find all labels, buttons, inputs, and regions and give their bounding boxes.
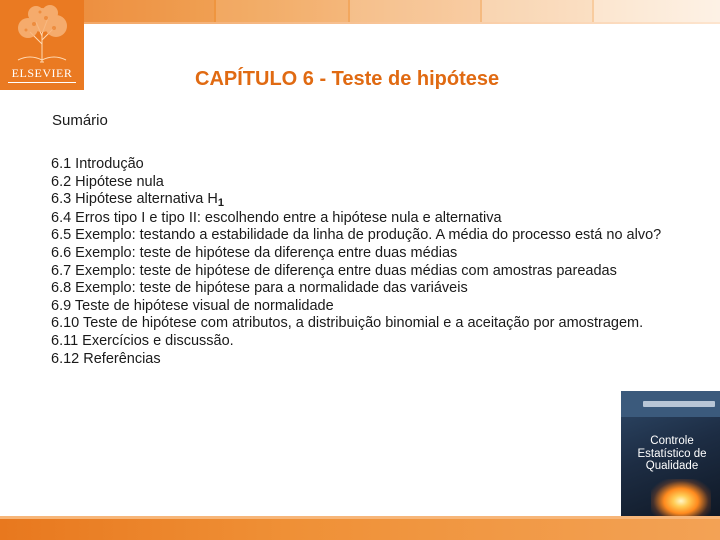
book-cover — [621, 391, 720, 525]
toc-item: 6.1 Introdução — [51, 156, 144, 172]
elsevier-logo — [0, 0, 84, 90]
tree-icon — [10, 4, 74, 64]
page-title: CAPÍTULO 6 - Teste de hipótese — [195, 68, 500, 90]
summary-label: Sumário — [52, 112, 108, 129]
cover-title-line: Estatístico de — [637, 447, 707, 460]
cover-title-line: Controle — [650, 435, 694, 447]
toc-item: 6.8 Exemplo: teste de hipótese para a normalidade das variáveis — [51, 280, 468, 297]
toc-subscript: 1 — [217, 197, 224, 210]
cover-title — [627, 435, 717, 473]
top-decorative-band — [0, 0, 720, 22]
cover-author-bar — [643, 401, 715, 407]
toc-item: 6.11 Exercícios e discussão. — [51, 332, 234, 349]
toc-item-text: 6.3 Hipótese alternativa H — [51, 191, 218, 208]
cover-title-line: Qualidade — [645, 460, 699, 472]
toc-item: 6.10 Teste de hipótese com atributos, a distribuição binomial e a aceitação por amostragem. — [51, 315, 644, 332]
top-rule — [84, 22, 720, 24]
toc-item: 6.7 Exemplo: teste de hipótese de diferença entre duas médias com amostras pareadas — [51, 262, 617, 279]
logo-underline — [8, 82, 76, 83]
toc-item: 6.12 Referências — [51, 350, 161, 367]
toc-item: 6.6 Exemplo: teste de hipótese da diferença entre duas médias — [51, 244, 458, 261]
bottom-decorative-band — [0, 516, 720, 540]
toc-item: 6.2 Hipótese nula — [51, 173, 164, 190]
logo-wordmark: ELSEVIER — [11, 66, 73, 80]
toc-item — [51, 191, 671, 210]
toc-item: 6.9 Teste de hipótese visual de normalidade — [51, 297, 334, 314]
toc-item: 6.5 Exemplo: testando a estabilidade da linha de produção. A média do processo está no alvo? — [51, 227, 662, 244]
table-of-contents — [51, 156, 671, 368]
toc-item: 6.4 Erros tipo I e tipo II: escolhendo entre a hipótese nula e alternativa — [51, 209, 502, 226]
cover-spark-image — [651, 479, 711, 519]
